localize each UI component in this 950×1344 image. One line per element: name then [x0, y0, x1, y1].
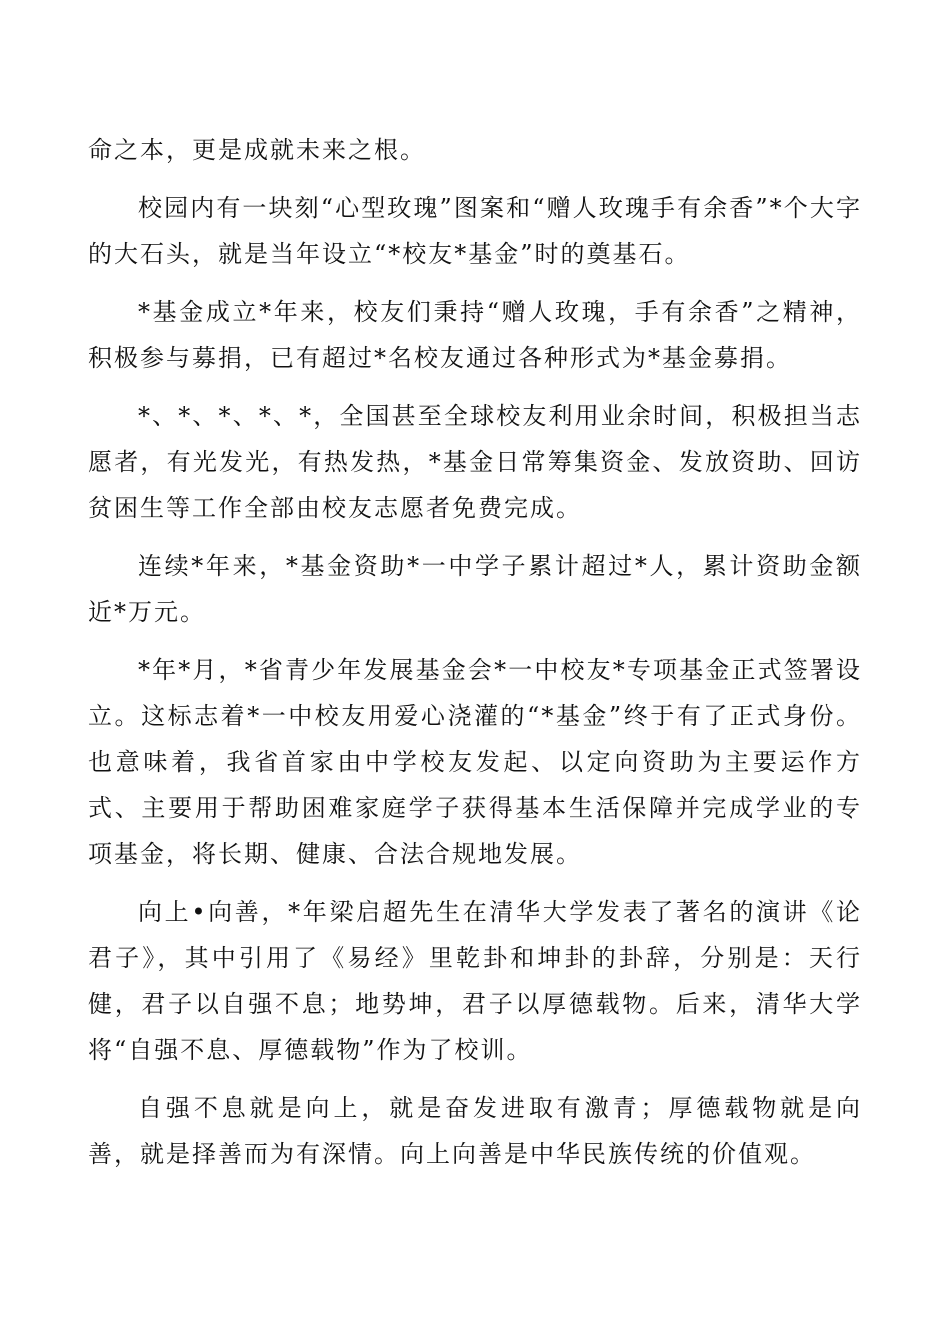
- paragraph: *、*、*、*、*，全国甚至全球校友利用业余时间，积极担当志愿者，有光发光，有热发热，*基金日常筹集资金、发放资助、回访贫困生等工作全部由校友志愿者免费完成。: [88, 402, 862, 522]
- paragraph: 校园内有一块刻“心型玫瑰”图案和“赠人玫瑰手有余香”*个大字的大石头，就是当年设立“*校友*基金”时的奠基石。: [88, 194, 862, 268]
- paragraph: 向上•向善，*年梁启超先生在清华大学发表了著名的演讲《论君子》，其中引用了《易经》里乾卦和坤卦的卦辞，分别是：天行健，君子以自强不息；地势坤，君子以厚德载物。后来，清华大学将“自强不息、厚德载物”作为了校训。: [88, 898, 862, 1064]
- paragraph: 自强不息就是向上，就是奋发进取有激青；厚德载物就是向善，就是择善而为有深情。向上向善是中华民族传统的价值观。: [88, 1094, 862, 1168]
- paragraph: *年*月，*省青少年发展基金会*一中校友*专项基金正式签署设立。这标志着*一中校友用爱心浇灌的“*基金”终于有了正式身份。也意味着，我省首家由中学校友发起、以定向资助为主要运作方式、主要用于帮助困难家庭学子获得基本生活保障并完成学业的专项基金，将长期、健康、合法合规地发展。: [88, 656, 862, 868]
- paragraph: 命之本，更是成就未来之根。: [88, 136, 426, 164]
- paragraph: 连续*年来，*基金资助*一中学子累计超过*人，累计资助金额近*万元。: [88, 552, 862, 626]
- paragraph: *基金成立*年来，校友们秉持“赠人玫瑰，手有余香”之精神，积极参与募捐，已有超过*名校友通过各种形式为*基金募捐。: [88, 298, 862, 372]
- document-body: [88, 127, 862, 1189]
